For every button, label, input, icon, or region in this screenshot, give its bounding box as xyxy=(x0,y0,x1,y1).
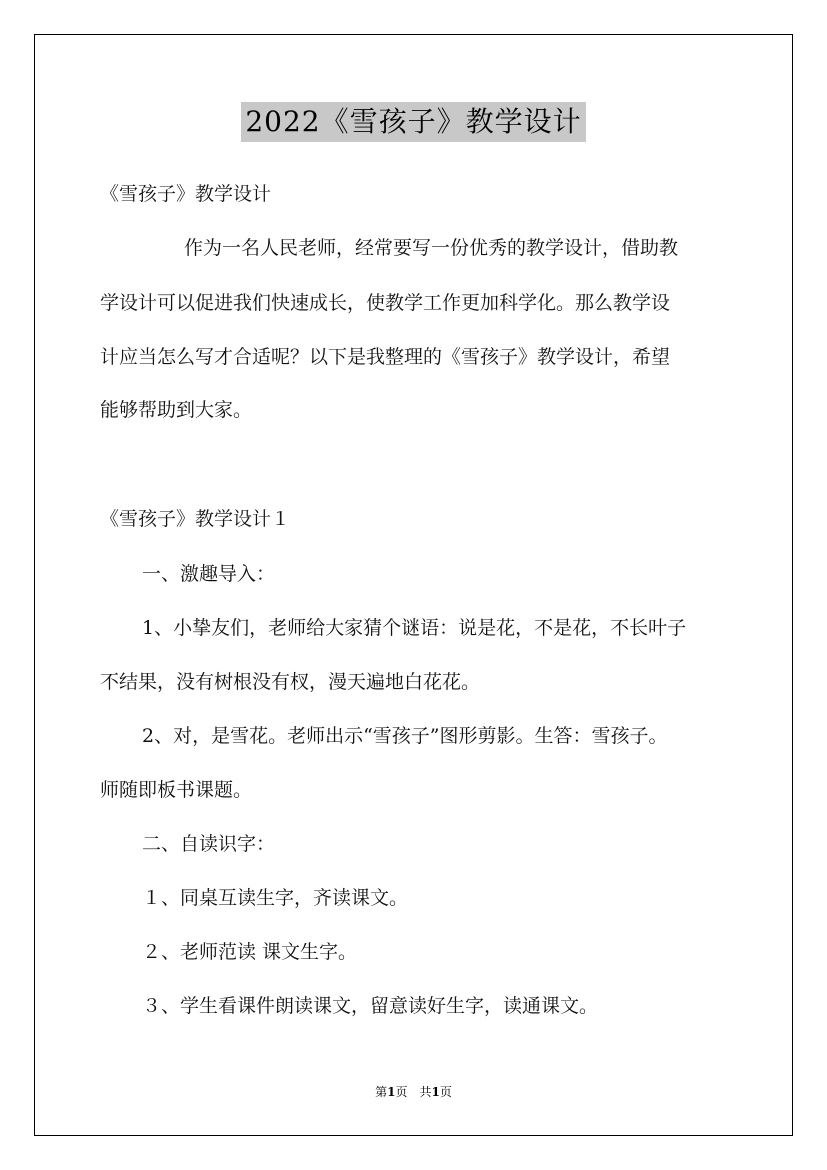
intro-line-3: 计应当怎么写才合适呢？以下是我整理的《雪孩子》教学设计，希望 xyxy=(100,346,671,368)
part2-heading: 二、自读识字： xyxy=(142,833,276,855)
page-footer xyxy=(0,1083,827,1100)
footer-mid: 页 共 xyxy=(395,1085,432,1099)
document-title: 2022《雪孩子》教学设计 xyxy=(241,102,585,142)
part2-item-2: ２、老师范读 课文生字。 xyxy=(142,941,358,963)
part2-item-3: ３、学生看课件朗读课文，留意读好生字，读通课文。 xyxy=(142,995,599,1017)
part1-item-1: 1、小挚友们，老师给大家猜个谜语：说是花，不是花，不长叶子 xyxy=(142,617,687,639)
part1-item-1-cont: 不结果，没有树根没有杈，漫天遍地白花花。 xyxy=(100,671,481,693)
section-heading: 《雪孩子》教学设计１ xyxy=(100,508,291,530)
footer-suffix: 页 xyxy=(439,1085,452,1099)
intro-line-4: 能够帮助到大家。 xyxy=(100,399,253,421)
intro-line-1: 作为一名人民老师，经常要写一份优秀的教学设计，借助教 xyxy=(184,237,679,259)
footer-page-number: 1 xyxy=(387,1085,396,1099)
document-subtitle: 《雪孩子》教学设计 xyxy=(100,183,272,205)
part1-heading: 一、激趣导入： xyxy=(142,563,276,585)
part1-item-2-cont: 师随即板书课题。 xyxy=(100,779,253,801)
part1-item-2: 2、对，是雪花。老师出示“雪孩子”图形剪影。生答：雪孩子。 xyxy=(142,725,668,747)
part2-item-1: １、同桌互读生字，齐读课文。 xyxy=(142,887,409,909)
title-container xyxy=(0,102,827,142)
intro-line-2: 学设计可以促进我们快速成长，使教学工作更加科学化。那么教学设 xyxy=(100,292,671,314)
footer-prefix: 第 xyxy=(375,1085,388,1099)
footer-total-pages: 1 xyxy=(431,1085,440,1099)
